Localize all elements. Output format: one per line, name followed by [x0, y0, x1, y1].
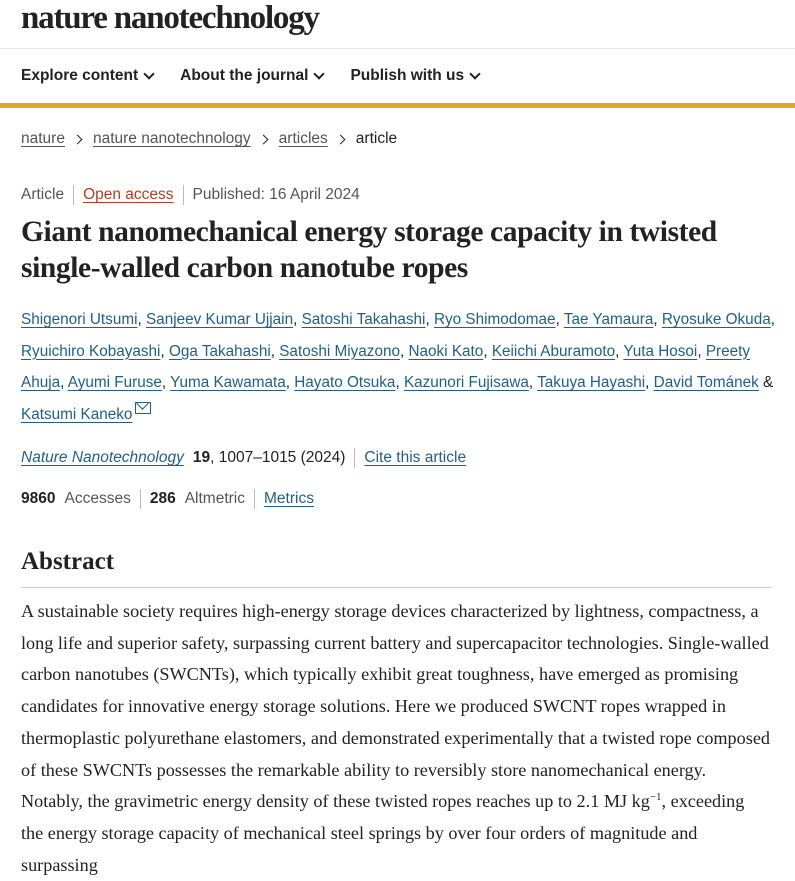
superscript: −1: [649, 791, 662, 804]
chevron-right-icon: [258, 134, 268, 144]
chevron-right-icon: [335, 134, 345, 144]
breadcrumb-current: article: [355, 130, 398, 147]
author-link[interactable]: Ayumi Furuse: [67, 374, 162, 391]
nav-about-journal[interactable]: [180, 64, 323, 88]
header-divider: [0, 48, 795, 49]
main-nav: [21, 64, 479, 88]
abstract-heading: Abstract: [21, 548, 115, 575]
author-link[interactable]: Keiichi Aburamoto: [491, 342, 616, 360]
metrics-link[interactable]: Metrics: [264, 490, 314, 507]
author-link[interactable]: Shigenori Utsumi: [21, 311, 138, 328]
author-link[interactable]: Ryosuke Okuda: [661, 311, 771, 328]
altmetric-score: 286: [149, 490, 176, 507]
altmetric-label: Altmetric: [184, 490, 245, 507]
nav-explore-label: Explore content: [21, 67, 139, 84]
article-title: Giant nanomechanical energy storage capacity in twisted single-walled carbon nanotube ropes: [21, 216, 717, 284]
breadcrumb-nature[interactable]: nature: [21, 130, 65, 147]
author-list: Shigenori Utsumi, Sanjeev Kumar Ujjain, Satoshi Takahashi, Ryo Shimodomae, Tae Yamaura, Ryosuke Okuda, Ryuichiro Kobayashi, Oga Takahashi, Satoshi Miyazono, Naoki Kato, Keiichi Aburamoto, Yuta Hosoi, Preety Ahuja, Ayumi Furuse, Yuma Kawamata, Hayato Otsuka, Kazunori Fujisawa, Takuya Hayashi, David Tománek & Katsumi Kaneko: [21, 311, 775, 423]
mail-icon[interactable]: [135, 402, 151, 414]
author-link[interactable]: Satoshi Takahashi: [301, 311, 426, 328]
author-link[interactable]: Hayato Otsuka: [294, 374, 396, 391]
divider: [140, 489, 141, 509]
article-type: Article: [21, 186, 65, 203]
author-link[interactable]: Ryo Shimodomae: [433, 311, 556, 328]
author-link[interactable]: Tae Yamaura: [563, 311, 654, 328]
abstract-divider: [21, 587, 772, 588]
authors-ampersand: &: [763, 374, 774, 391]
author-link[interactable]: Sanjeev Kumar Ujjain: [145, 311, 294, 328]
author-link[interactable]: Yuta Hosoi: [623, 342, 698, 360]
citation: [21, 446, 466, 470]
abstract-body-cont: , exceeding the energy storage capacity of mechanical steel springs by over four orders of magnitude and surpassing: [21, 791, 745, 875]
journal-link[interactable]: Nature Nanotechnology: [21, 449, 184, 466]
accesses-label: Accesses: [64, 490, 131, 507]
nav-publish[interactable]: [350, 64, 479, 88]
published-date: Published: 16 April 2024: [192, 186, 360, 203]
pages: , 1007–1015 (2024): [210, 449, 346, 466]
article-metrics: [21, 487, 314, 511]
divider: [254, 489, 255, 509]
breadcrumb: [21, 127, 397, 151]
author-link[interactable]: Oga Takahashi: [168, 342, 271, 360]
author-link[interactable]: Kazunori Fujisawa: [403, 374, 529, 391]
journal-logo[interactable]: nature nanotechnology: [21, 0, 319, 36]
chevron-down-icon: [314, 68, 325, 79]
divider: [354, 448, 355, 468]
author-link[interactable]: Naoki Kato: [408, 342, 484, 360]
author-link[interactable]: David Tománek: [653, 374, 759, 391]
nav-publish-label: Publish with us: [350, 67, 465, 84]
author-link[interactable]: Katsumi Kaneko: [21, 405, 133, 423]
abstract-body: A sustainable society requires high-energy storage devices characterized by lightness, compactness, a long life and superior safety, surpassing current battery and supercapacitor technologies. Single-walled carbon nanotubes (SWCNTs), which typically exhibit great toughness, have emerged as promising candidates for innovative energy storage solutions. Here we produced SWCNT ropes wrapped in thermoplastic polyurethane elastomers, and demonstrated experimentally that a twisted rope composed of these SWCNTs possesses the remarkable ability to reversibly store nanomechanical energy. Notably, the gravimetric energy density of these twisted ropes reaches up to 2.1 MJ kg: [21, 601, 770, 812]
chevron-right-icon: [73, 134, 83, 144]
chevron-down-icon: [469, 68, 480, 79]
open-access-link[interactable]: Open access: [83, 186, 174, 203]
divider: [73, 185, 74, 205]
author-link[interactable]: Satoshi Miyazono: [279, 342, 400, 360]
volume: 19: [192, 449, 211, 466]
breadcrumb-articles[interactable]: articles: [278, 130, 328, 147]
cite-article-link[interactable]: Cite this article: [364, 449, 467, 466]
author-link[interactable]: Ryuichiro Kobayashi: [21, 342, 161, 360]
author-link[interactable]: Preety Ahuja: [21, 342, 751, 391]
chevron-down-icon: [143, 68, 154, 79]
author-link[interactable]: Takuya Hayashi: [537, 374, 646, 391]
divider: [183, 185, 184, 205]
author-link[interactable]: Yuma Kawamata: [170, 374, 286, 391]
header-accent-bar: [0, 103, 795, 108]
breadcrumb-journal[interactable]: nature nanotechnology: [92, 130, 251, 147]
accesses-count: 9860: [21, 490, 56, 507]
abstract-text: [21, 596, 771, 881]
nav-about-label: About the journal: [180, 67, 309, 84]
article-meta: [21, 183, 360, 207]
nav-explore-content[interactable]: [21, 64, 153, 88]
